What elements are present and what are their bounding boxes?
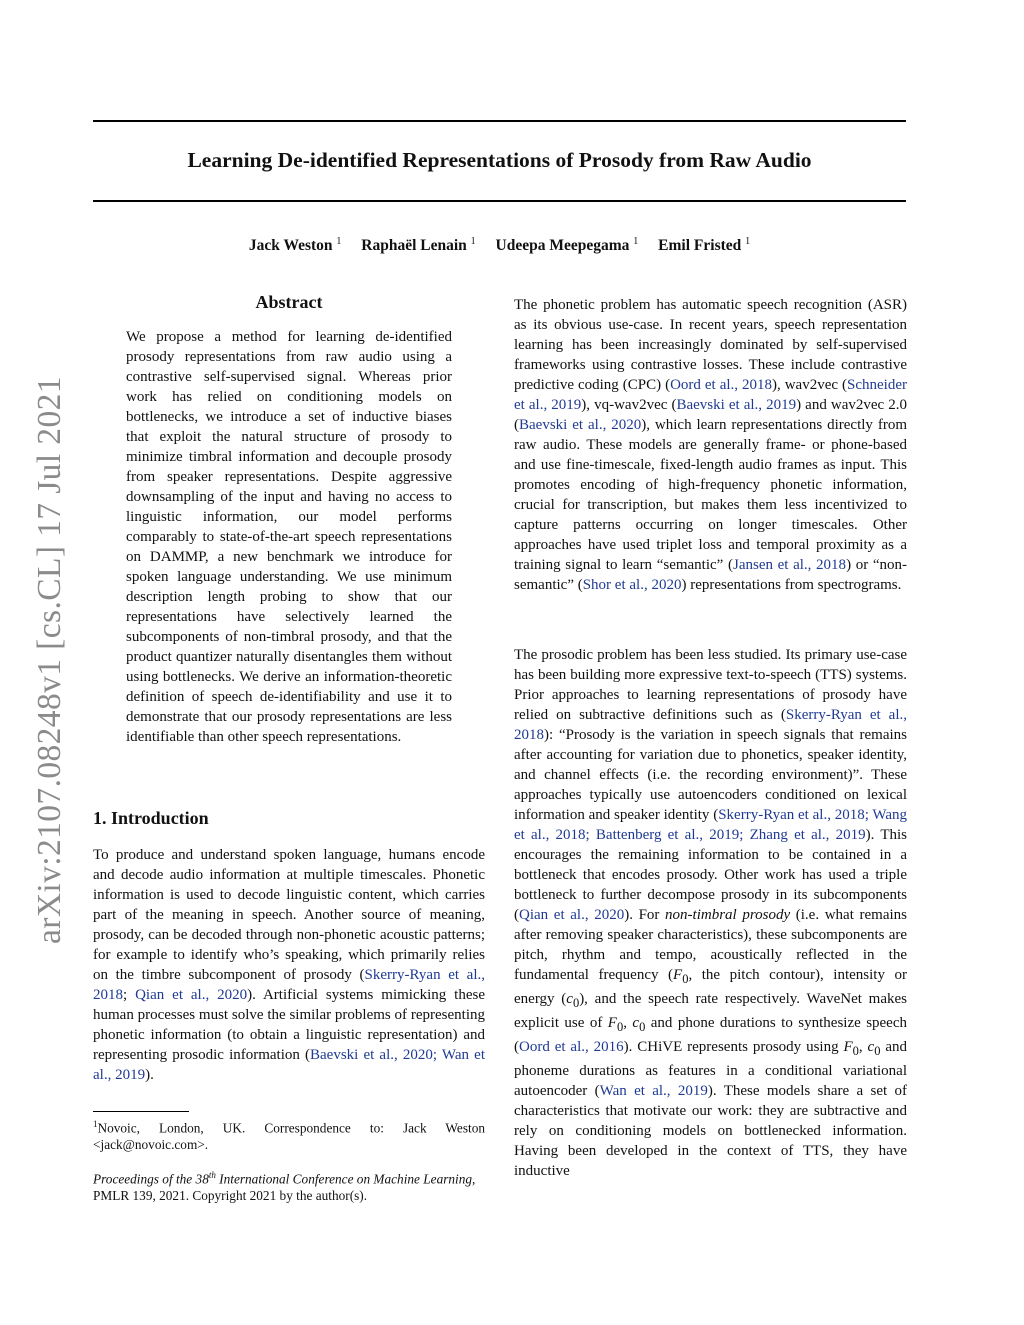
abstract-heading: Abstract bbox=[255, 292, 323, 312]
prosodic-problem-paragraph: The prosodic problem has been less studied. Its primary use-case has been building more expressive text-to-speech (TTS) systems. Prior approaches to learning representations of prosody have relied on subtractive definitions such as (Skerry-Ryan et al., 2018): “Prosody is the variation in speech signals that remains after accounting for variation due to phonetics, speaker identity, and channel effects (i.e. the recording environment)”. These approaches typically use autoencoders conditioned on lexical information and speaker identity (Skerry-Ryan et al., 2018; Wang et al., 2018; Battenberg et al., 2019; Zhang et al., 2019). This encourages the remaining information to be contained in a bottleneck that encodes prosody. Other work has used a triple bottleneck to further decompose prosody in its subcomponents (Qian et al., 2020). For non-timbral prosody (i.e. what remains after removing speaker characteristics), these subcomponents are pitch, rhythm and tempo, acoustically reflected in the fundamental frequency ($F_0$, the pitch contour), intensity or energy $(c_0)$, and the speech rate respectively. WaveNet makes explicit use of $F_0$, $c_0$ and phone durations to synthesize speech (Oord et al., 2016). CHiVE represents prosody using $F_0$, $c_0$ and phoneme durations as features in a conditional variational autoencoder (Wan et al., 2019). These models share a set of characteristics that motivate our work: they are subtractive and rely on conditioning models on bottlenecked information. Having been developed in the context of TTS, they have inductive bbox=[514, 647, 908, 1179]
citation-link[interactable]: Qian et al., 2020 bbox=[519, 907, 625, 923]
affiliation-footnote: $^1$Novoic, London, UK. Correspondence to: Jack Weston <jack@novoic.com>. bbox=[93, 1119, 485, 1153]
citation-link[interactable]: Wan et al., 2019 bbox=[599, 1083, 708, 1099]
citation-link[interactable]: Shor et al., 2020 bbox=[582, 577, 682, 593]
citation-link[interactable]: Qian et al., 2020 bbox=[135, 987, 248, 1003]
phonetic-problem-paragraph: The phonetic problem has automatic speech recognition (ASR) as its obvious use-case. In recent years, speech representation learning has been increasingly dominated by self-supervised frameworks using contrastive losses. These include contrastive predictive coding (CPC) (Oord et al., 2018), wav2vec (Schneider et al., 2019), vq-wav2vec (Baevski et al., 2019) and wav2vec 2.0 (Baevski et al., 2020), which learn representations directly from raw audio. These models are generally frame- or phone-based and use fine-timescale, fixed-length audio frames as input. This promotes encoding of high-frequency phonetic information, crucial for transcription, but makes them less incentivized to capture patterns occurring on longer timescales. Other approaches have used triplet loss and temporal proximity as a training signal to learn “semantic” (Jansen et al., 2018) or “non-semantic” (Shor et al., 2020) representations from spectrograms. bbox=[514, 297, 907, 593]
citation-link[interactable]: Skerry-Ryan et al., 2018 bbox=[514, 707, 907, 743]
paper-title: Learning De-identified Representations of Prosody from Raw Audio bbox=[187, 148, 812, 172]
citation-link[interactable]: Jansen et al., 2018 bbox=[732, 557, 847, 573]
author: Jack Weston $^1$ bbox=[248, 236, 342, 255]
title-top-rule bbox=[93, 120, 906, 122]
intro-paragraph: To produce and understand spoken language, humans encode and decode audio information at multiple timescales. Phonetic information is used to decode linguistic content, which carries part of the meaning in speech. Another source of meaning, prosody, can be decoded through non-phonetic acoustic patterns; for example to identify who’s speaking, which primarily relies on the timbre subcomponent of prosody (Skerry-Ryan et al., 2018; Qian et al., 2020). Artificial systems mimicking these human processes must solve the similar problems of representing phonetic information (to obtain a linguistic representation) and representing prosodic information (Baevski et al., 2020; Wan et al., 2019). bbox=[93, 847, 486, 1083]
citation-link[interactable]: Skerry-Ryan et al., 2018 bbox=[93, 967, 485, 1003]
arxiv-identifier-stamp: arXiv:2107.08248v1 [cs.CL] 17 Jul 2021 bbox=[31, 376, 68, 944]
author-list bbox=[93, 236, 906, 255]
citation-link[interactable]: Schneider et al., 2019 bbox=[514, 377, 907, 413]
proceedings-note: Proceedings of the 38th International Conference on Machine Learning, PMLR 139, 2021. Copyright 2021 by the author(s). bbox=[93, 1170, 476, 1204]
citation-link[interactable]: Baevski et al., 2020; Wan et al., 2019 bbox=[93, 1047, 486, 1083]
citation-link[interactable]: Oord et al., 2016 bbox=[519, 1039, 624, 1055]
citation-link[interactable]: Baevski et al., 2019 bbox=[676, 397, 797, 413]
footnote-rule bbox=[93, 1111, 189, 1112]
author: Udeepa Meepegama $^1$ bbox=[495, 236, 639, 255]
section-heading-introduction: 1. Introduction bbox=[93, 808, 209, 828]
citation-link[interactable]: Baevski et al., 2020 bbox=[519, 417, 642, 433]
title-bottom-rule bbox=[93, 200, 906, 202]
author: Emil Fristed $^1$ bbox=[658, 236, 751, 255]
abstract-text: We propose a method for learning de-identified prosody representations from raw audio using a contrastive self-supervised signal. Whereas prior work has relied on conditioning models on bottlenecks, we introduce a set of inductive biases that exploit the natural structure of prosody to minimize timbral information and decouple prosody from speaker representations. Despite aggressive downsampling of the input and having no access to linguistic information, our model performs comparably to state-of-the-art speech representations on DAMMP, a new benchmark we introduce for spoken language understanding. We use minimum description length probing to show that our representations have selectively learned the subcomponents of non-timbral prosody, and that the product quantizer naturally disentangles them without using bottlenecks. We derive an information-theoretic definition of speech de-identifiability and use it to demonstrate that our prosody representations are less identifiable than other speech representations. bbox=[126, 329, 452, 745]
citation-link[interactable]: Oord et al., 2018 bbox=[670, 377, 772, 393]
author: Raphaël Lenain $^1$ bbox=[361, 236, 476, 255]
citation-link[interactable]: Skerry-Ryan et al., 2018; Wang et al., 2018; Battenberg et al., 2019; Zhang et al., 2019 bbox=[514, 807, 907, 843]
